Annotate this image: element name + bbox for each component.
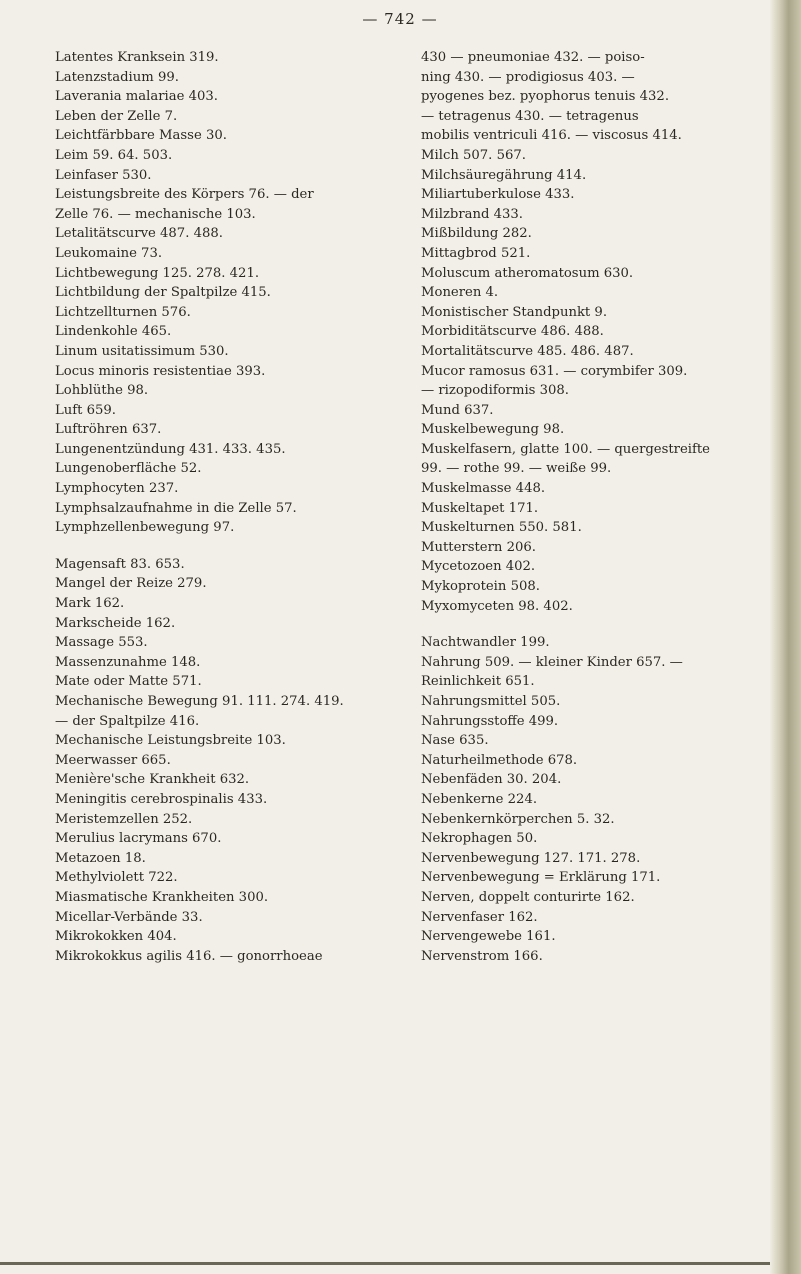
index-column-right (421, 48, 771, 966)
index-entry: Mate oder Matte 571. (55, 674, 202, 690)
index-entry: Leben der Zelle 7. (55, 108, 178, 124)
index-entry: Mucor ramosus 631. — corymbifer 309. (421, 363, 688, 379)
index-entry: Nervenstrom 166. (421, 948, 543, 964)
index-entry: Leichtfärbbare Masse 30. (55, 128, 227, 144)
index-entry: Lymphsalzaufnahme in die Zelle 57. (55, 500, 297, 516)
index-entry: Leistungsbreite des Körpers 76. — der (55, 187, 314, 203)
index-entry: Laverania malariae 403. (55, 89, 218, 105)
index-entry: Nerven, doppelt conturirte 162. (421, 889, 635, 905)
index-entry: Lichtbewegung 125. 278. 421. (55, 265, 260, 281)
index-entry: ning 430. — prodigiosus 403. — (421, 69, 635, 85)
index-entry: Merulius lacrymans 670. (55, 831, 222, 847)
index-entry: Mykoprotein 508. (421, 579, 540, 595)
index-entry: Mittagbrod 521. (421, 245, 531, 261)
index-entry: Nahrungsstoffe 499. (421, 713, 559, 729)
index-entry: Miasmatische Krankheiten 300. (55, 889, 269, 905)
index-entry: Nekrophagen 50. (421, 831, 538, 847)
index-entry: Moluscum atheromatosum 630. (421, 265, 634, 281)
index-entry: Naturheilmethode 678. (421, 752, 578, 768)
index-entry: Milch 507. 567. (421, 147, 526, 163)
index-entry: Zelle 76. — mechanische 103. (55, 206, 256, 222)
index-entry: Markscheide 162. (55, 615, 176, 631)
index-entry: Nervenbewegung = Erklärung 171. (421, 870, 661, 886)
index-entry: Nebenfäden 30. 204. (421, 772, 562, 788)
index-entry: 430 — pneumoniae 432. — poiso- (421, 50, 645, 65)
index-entry: Mutterstern 206. (421, 539, 536, 555)
index-entry: Milchsäuregährung 414. (421, 167, 587, 183)
page-number: — 742 — (362, 10, 438, 28)
index-entry: Meningitis cerebrospinalis 433. (55, 791, 268, 807)
index-entry: Lungenoberfläche 52. (55, 461, 202, 477)
index-entry: Mikrokokkus agilis 416. — gonorrhoeae (55, 948, 323, 964)
index-entry: Linum usitatissimum 530. (55, 343, 229, 359)
index-entry: Muskelmasse 448. (421, 481, 546, 497)
index-entry: — der Spaltpilze 416. (55, 713, 200, 729)
index-entry: Nebenkerne 224. (421, 791, 538, 807)
index-entry: Mycetozoen 402. (421, 559, 536, 575)
index-entry: — tetragenus 430. — tetragenus (421, 108, 639, 124)
index-entry: Lohblüthe 98. (55, 383, 149, 399)
index-entry: pyogenes bez. pyophorus tenuis 432. (421, 89, 670, 105)
index-entry: Meerwasser 665. (55, 752, 171, 768)
index-entry: Latenzstadium 99. (55, 69, 179, 85)
index-entry: Letalitätscurve 487. 488. (55, 226, 223, 242)
index-entry: Nachtwandler 199. (421, 635, 550, 651)
index-entry: Luftröhren 637. (55, 422, 162, 438)
index-entry: Nase 635. (421, 733, 489, 749)
index-entry: Nervenfaser 162. (421, 909, 538, 925)
index-entry: Massenzunahme 148. (55, 654, 201, 670)
index-entry: Lichtbildung der Spaltpilze 415. (55, 285, 271, 301)
index-entry: Nahrungsmittel 505. (421, 694, 561, 709)
page-edge-shadow (770, 0, 801, 1274)
index-column-left (55, 48, 405, 966)
index-entry: Methylviolett 722. (55, 870, 178, 886)
index-entry: Muskelbewegung 98. (421, 422, 565, 438)
index-entry: Leim 59. 64. 503. (55, 147, 173, 163)
index-entry: mobilis ventriculi 416. — viscosus 414. (421, 128, 682, 144)
index-entry: 99. — rothe 99. — weiße 99. (421, 461, 612, 477)
index-entry: Nebenkernkörperchen 5. 32. (421, 811, 615, 827)
index-entry: Mißbildung 282. (421, 226, 532, 242)
index-entry: Mark 162. (55, 596, 125, 612)
index-entry: Morbiditätscurve 486. 488. (421, 324, 604, 340)
section-gap (421, 616, 771, 633)
index-entry: Menière'sche Krankheit 632. (55, 772, 250, 788)
index-entry: Miliartuberkulose 433. (421, 187, 575, 203)
index-entry: Myxomyceten 98. 402. (421, 598, 573, 614)
index-entry: Magensaft 83. 653. (55, 556, 185, 572)
index-entry: Metazoen 18. (55, 850, 146, 866)
index-entry: Muskelturnen 550. 581. (421, 520, 582, 536)
index-entry: Lymphzellenbewegung 97. (55, 520, 235, 536)
index-entry: Luft 659. (55, 402, 116, 418)
index-entry: Nervenbewegung 127. 171. 278. (421, 850, 641, 866)
index-entry: Mechanische Leistungsbreite 103. (55, 733, 286, 749)
index-entry: Locus minoris resistentiae 393. (55, 363, 266, 379)
index-entry: Lindenkohle 465. (55, 324, 172, 340)
index-entry: Leukomaine 73. (55, 245, 163, 261)
index-entry: Latentes Kranksein 319. (55, 50, 219, 65)
index-entry: Mikrokokken 404. (55, 929, 177, 945)
index-entry: Lymphocyten 237. (55, 481, 179, 497)
index-entry: Lichtzellturnen 576. (55, 304, 191, 320)
index-entry: Mechanische Bewegung 91. 111. 274. 419. (55, 694, 344, 709)
index-entry: — rizopodiformis 308. (421, 383, 569, 399)
index-entry: Lungenentzündung 431. 433. 435. (55, 441, 286, 457)
index-entry: Muskeltapet 171. (421, 500, 539, 516)
index-entry: Meristemzellen 252. (55, 811, 193, 827)
index-entry: Milzbrand 433. (421, 206, 523, 222)
index-entry: Nervengewebe 161. (421, 929, 556, 945)
index-entry: Muskelfasern, glatte 100. — quergestreifte (421, 441, 710, 457)
index-entry: Reinlichkeit 651. (421, 674, 535, 690)
index-entry: Mund 637. (421, 402, 494, 418)
index-entry: Massage 553. (55, 635, 148, 651)
index-entry: Moneren 4. (421, 285, 499, 301)
index-entry: Mangel der Reize 279. (55, 576, 207, 592)
index-entry: Monistischer Standpunkt 9. (421, 304, 608, 320)
bottom-rule (0, 1262, 770, 1265)
index-entry: Leinfaser 530. (55, 167, 152, 183)
index-entry: Nahrung 509. — kleiner Kinder 657. — (421, 654, 683, 670)
index-entry: Mortalitätscurve 485. 486. 487. (421, 343, 634, 359)
section-gap (55, 538, 405, 555)
index-entry: Micellar-Verbände 33. (55, 909, 203, 925)
